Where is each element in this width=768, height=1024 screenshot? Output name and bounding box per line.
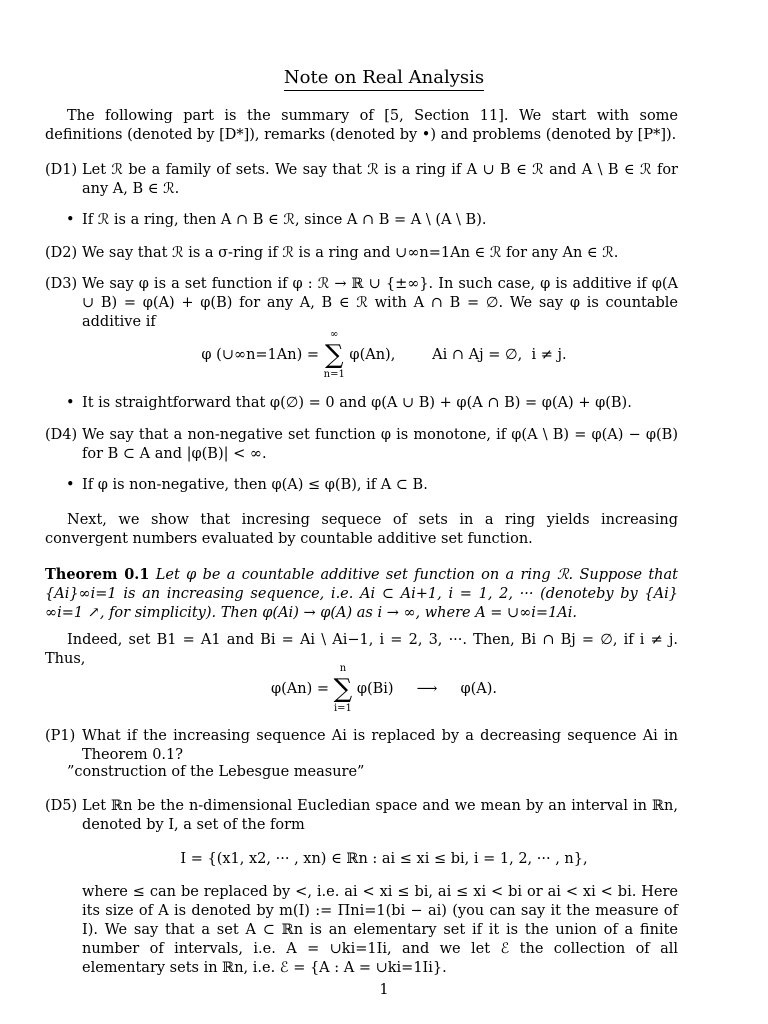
equation-partial-sum: [0, 662, 768, 716]
remark-text: It is straightforward that φ(∅) = 0 and φ(A ∪ B) + φ(A ∩ B) = φ(A) + φ(B).: [82, 395, 632, 411]
definition-d1: [45, 161, 678, 199]
definition-text: We say that ℛ is a σ-ring if ℛ is a ring and ∪∞n=1An ∈ ℛ for any An ∈ ℛ.: [82, 245, 619, 261]
equation-rhs: φ(An), Ai ∩ Aj = ∅, i ≠ j.: [349, 347, 567, 363]
remark-text: If ℛ is a ring, then A ∩ B ∈ ℛ, since A ∩ B = A \ (A \ B).: [82, 212, 487, 228]
section-quote: ”construction of the Lebesgue measure”: [67, 764, 365, 780]
definition-text: We say that a non-negative set function φ is monotone, if φ(A \ B) = φ(A) − φ(B) for B ⊂ A and |φ(B)| < ∞.: [82, 427, 678, 462]
equation-lhs: φ (∪∞n=1An) =: [201, 347, 320, 363]
definition-text: Let ℝn be the n-dimensional Eucledian space and we mean by an interval in ℝn, denoted by I, a set of the form: [82, 798, 678, 833]
next-paragraph: Next, we show that incresing sequece of sets in a ring yields increasing convergent numbers evaluated by countable additive set function.: [45, 512, 678, 547]
equation-interval: I = {(x1, x2, ··· , xn) ∈ ℝn : ai ≤ xi ≤ bi, i = 1, 2, ··· , n},: [180, 851, 588, 867]
definition-label: (D3): [45, 276, 78, 292]
definition-d2: [45, 244, 678, 263]
theorem-statement: Let φ be a countable additive set function on a ring ℛ. Suppose that {Ai}∞i=1 is an increasing sequence, i.e. Ai ⊂ Ai+1, i = 1, 2, ··· (denoteby by {Ai}∞i=1 ↗, for simplicity). Then φ(Ai) → φ(A) as i → ∞, where A = ∪∞i=1Ai.: [45, 567, 678, 621]
summation-symbol: [324, 328, 345, 382]
page-title: Note on Real Analysis: [0, 68, 768, 87]
sum-lower-limit: i=1: [333, 703, 352, 714]
definition-d4: [45, 426, 678, 464]
sum-upper-limit: n: [339, 663, 347, 674]
remark-bullet-2: [66, 394, 678, 413]
remark-bullet-1: [66, 211, 678, 230]
definition-text: We say φ is a set function if φ : ℛ → ℝ ∪ {±∞}. In such case, φ is additive if φ(A ∪ B) = φ(A) + φ(B) for any A, B ∈ ℛ with A ∩ B = ∅. We say φ is countable additive if: [82, 276, 678, 330]
definition-d5: [45, 797, 678, 835]
proof-paragraph: Indeed, set B1 = A1 and Bi = Ai \ Ai−1, i = 2, 3, ···. Then, Bi ∩ Bj = ∅, if i ≠ j. Thus,: [45, 632, 678, 667]
definition-label: (D5): [45, 798, 78, 814]
theorem-heading: Theorem 0.1: [45, 566, 150, 583]
definition-d5-continuation: where ≤ can be replaced by <, i.e. ai < xi ≤ bi, ai ≤ xi < bi or ai < xi < bi. Here its size of A is denoted by m(I) := Πni=1(bi − ai) (you can say it the measure of I). We say that a set A ⊂ ℝn is an elementary set if it is the union of a finite number of intervals, i.e. A = ∪ki=1Ii, and we let ℰ the collection of all elementary sets in ℝn, i.e. ℰ = {A : A = ∪ki=1Ii}.: [82, 884, 678, 976]
summation-symbol: [334, 662, 353, 716]
problem-label: (P1): [45, 728, 76, 744]
definition-text: Let ℛ be a family of sets. We say that ℛ is a ring if A ∪ B ∈ ℛ and A \ B ∈ ℛ for any A, B ∈ ℛ.: [82, 162, 678, 197]
definition-label: (D2): [45, 245, 78, 261]
remark-bullet-3: [66, 476, 678, 495]
bullet-icon: •: [66, 212, 75, 228]
problem-p1: [45, 727, 678, 765]
equation-countable-additive: [0, 328, 768, 382]
bullet-icon: •: [66, 477, 75, 493]
theorem-0-1: [45, 565, 678, 623]
equation-rhs: φ(Bi) ⟶ φ(A).: [356, 681, 497, 697]
bullet-icon: •: [66, 395, 75, 411]
sum-upper-limit: ∞: [330, 329, 339, 340]
definition-label: (D1): [45, 162, 78, 178]
definition-d3: [45, 275, 678, 332]
sum-lower-limit: n=1: [323, 369, 345, 380]
remark-text: If φ is non-negative, then φ(A) ≤ φ(B), if A ⊂ B.: [82, 477, 428, 493]
definition-label: (D4): [45, 427, 78, 443]
equation-lhs: φ(An) =: [270, 681, 330, 697]
sigma-icon: ∑: [333, 674, 353, 704]
intro-paragraph: The following part is the summary of [5, Section 11]. We start with some definitions (denoted by [D*]), remarks (denoted by •) and problems (denoted by [P*]).: [45, 108, 678, 143]
page-number: 1: [379, 982, 389, 998]
problem-text: What if the increasing sequence Ai is replaced by a decreasing sequence Ai in Theorem 0.1?: [82, 728, 678, 763]
sigma-icon: ∑: [324, 340, 344, 370]
